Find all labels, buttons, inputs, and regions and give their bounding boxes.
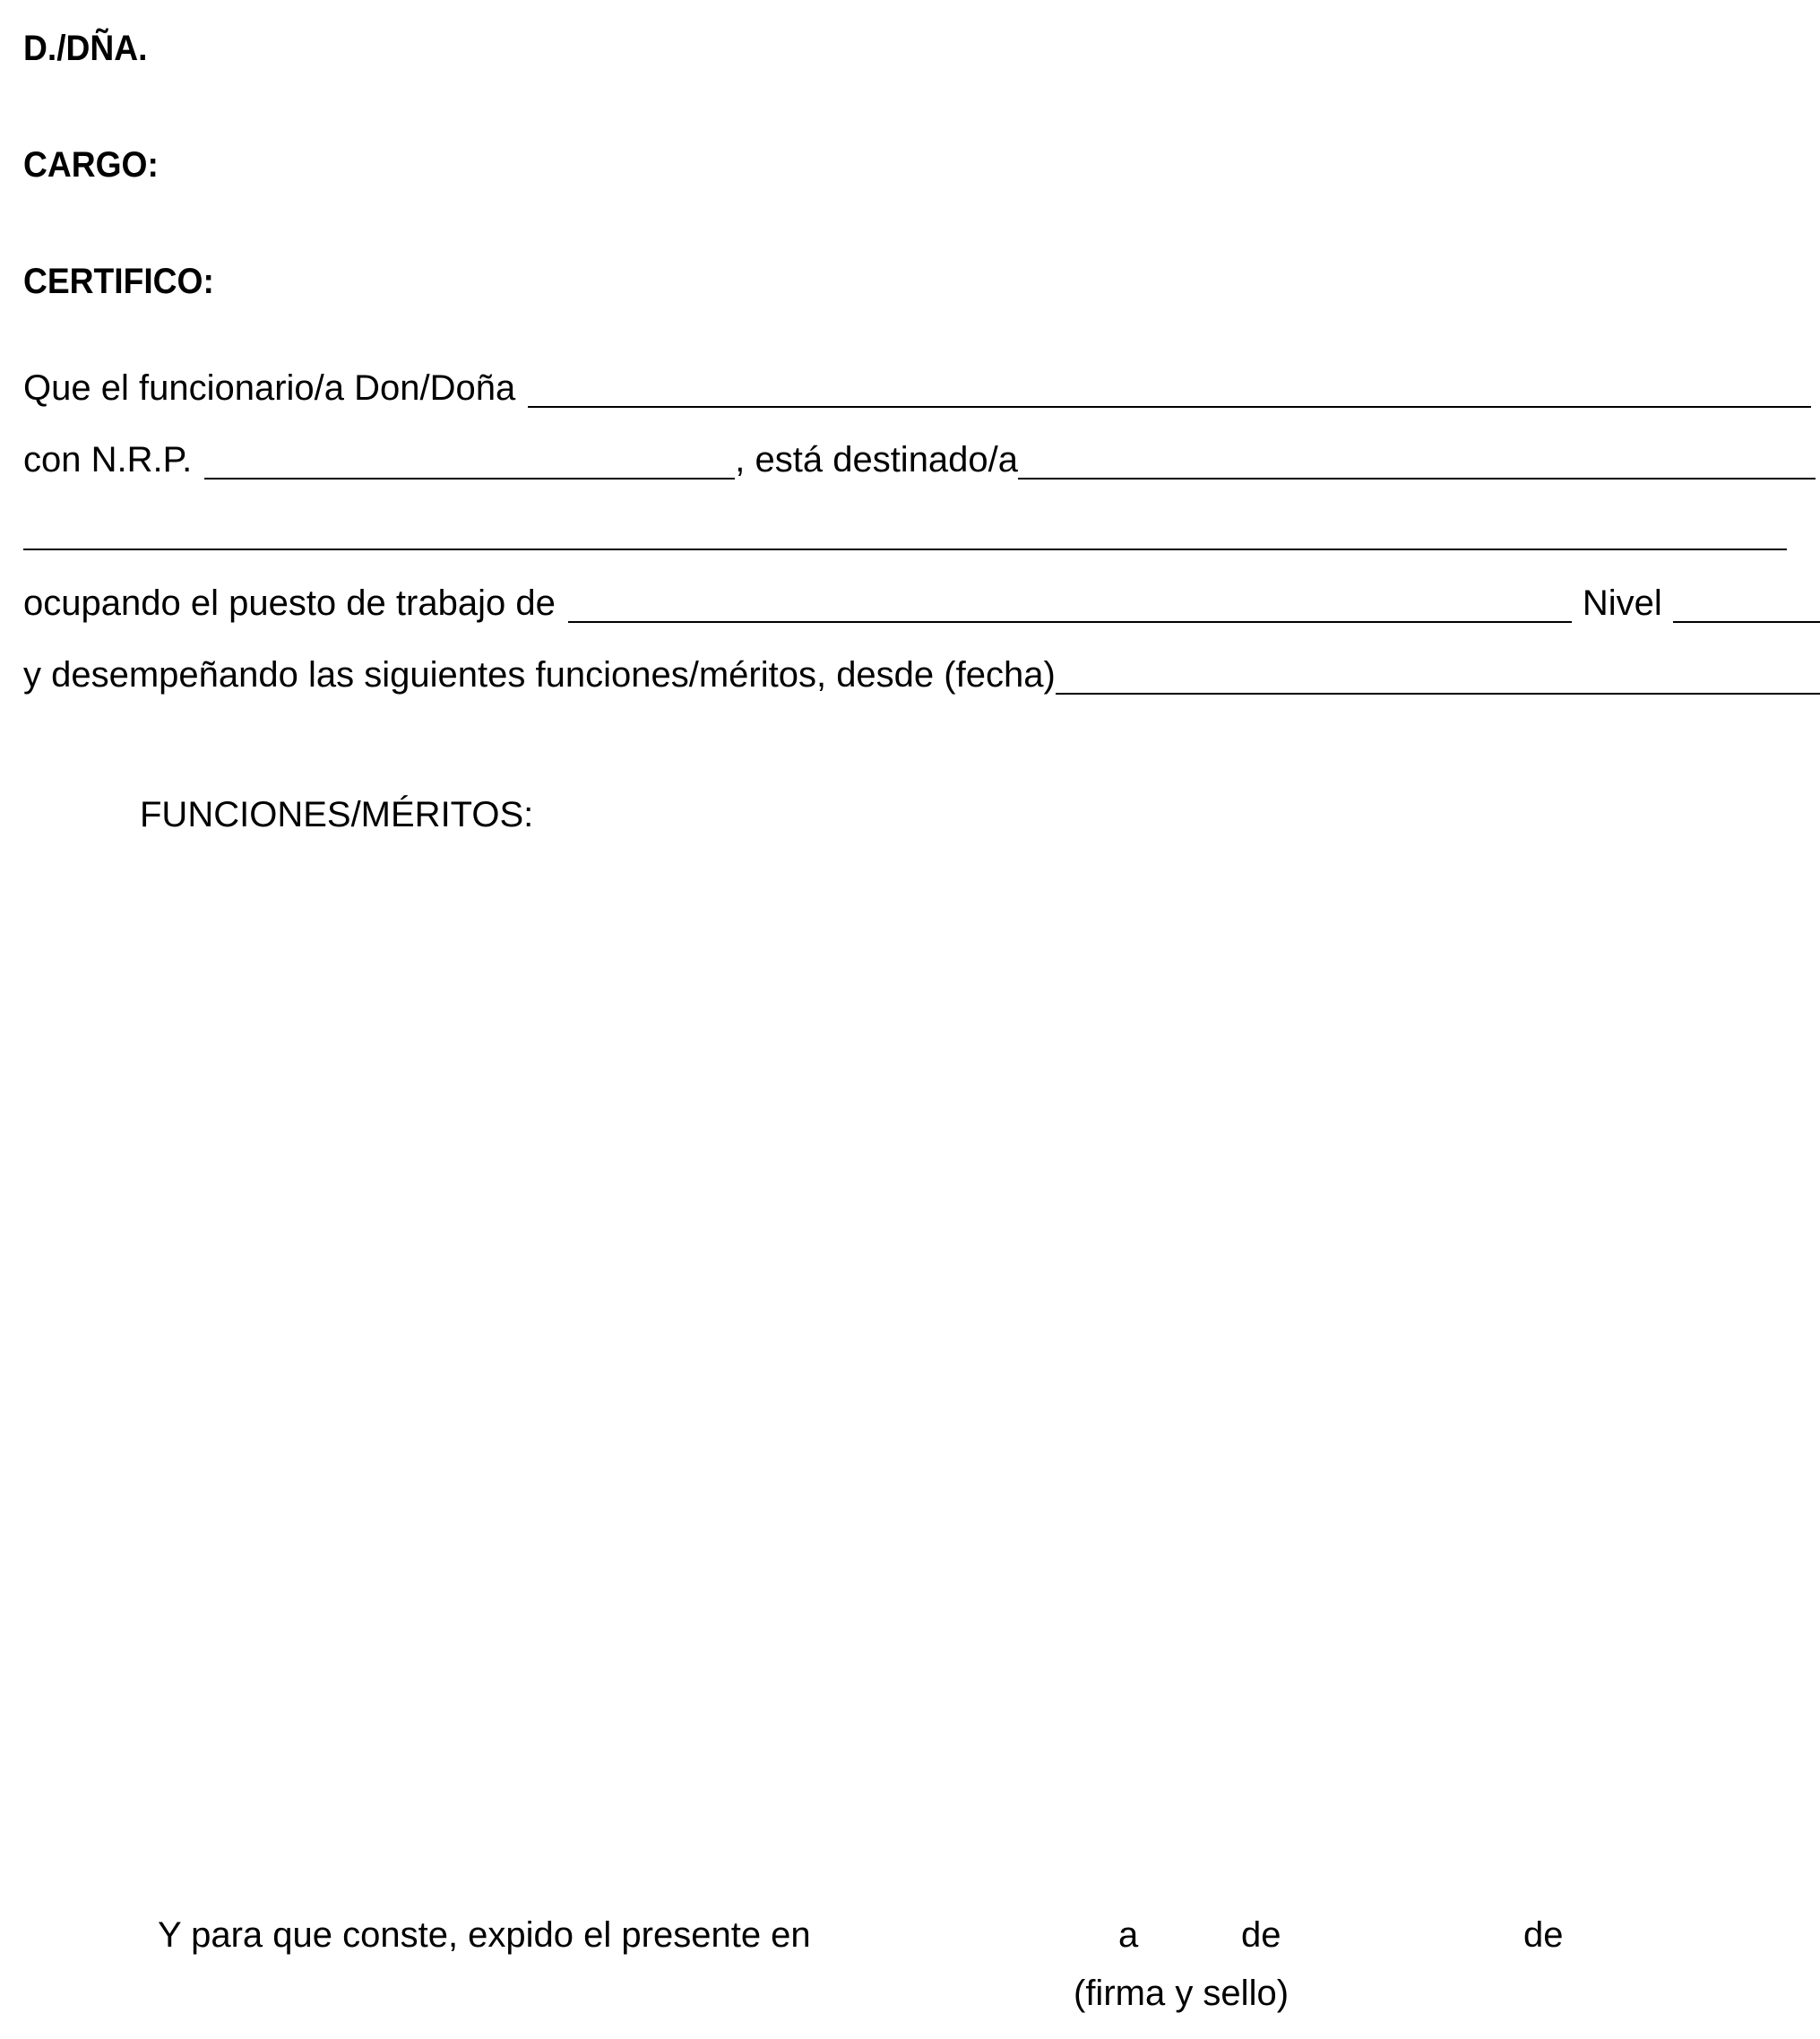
nrp-label: con N.R.P. — [23, 440, 193, 480]
functions-date-line — [23, 650, 1820, 700]
job-position-line — [23, 578, 1820, 628]
official-name-line — [23, 363, 1811, 413]
official-name-label: Que el funcionario/a Don/Doña — [23, 368, 516, 408]
functions-date-field[interactable] — [1056, 653, 1820, 695]
closing-de-2: de — [1523, 1915, 1564, 1955]
closing-a: a — [1118, 1915, 1139, 1955]
closing-statement: Y para que conste, expido el presente en — [158, 1915, 811, 1955]
job-position-field[interactable] — [568, 582, 1572, 623]
certifico-heading: CERTIFICO: — [23, 262, 214, 301]
closing-de-1: de — [1241, 1915, 1281, 1955]
cargo-heading: CARGO: — [23, 145, 159, 185]
job-position-label: ocupando el puesto de trabajo de — [23, 583, 556, 623]
destination-label: , está destinado/a — [735, 440, 1019, 480]
signature-seal-label: (firma y sello) — [1074, 1974, 1290, 2013]
level-label: Nivel — [1582, 583, 1662, 623]
destination-field[interactable] — [1018, 438, 1816, 480]
destination-continuation-field[interactable] — [23, 547, 1787, 550]
level-field[interactable] — [1673, 582, 1820, 623]
nrp-destination-line — [23, 435, 1816, 485]
functions-date-label: y desempeñando las siguientes funciones/méritos, desde (fecha) — [23, 655, 1056, 695]
functions-merits-heading: FUNCIONES/MÉRITOS: — [140, 795, 534, 834]
nrp-field[interactable] — [204, 438, 735, 480]
name-heading: D./DÑA. — [23, 29, 148, 68]
official-name-field[interactable] — [528, 367, 1811, 408]
